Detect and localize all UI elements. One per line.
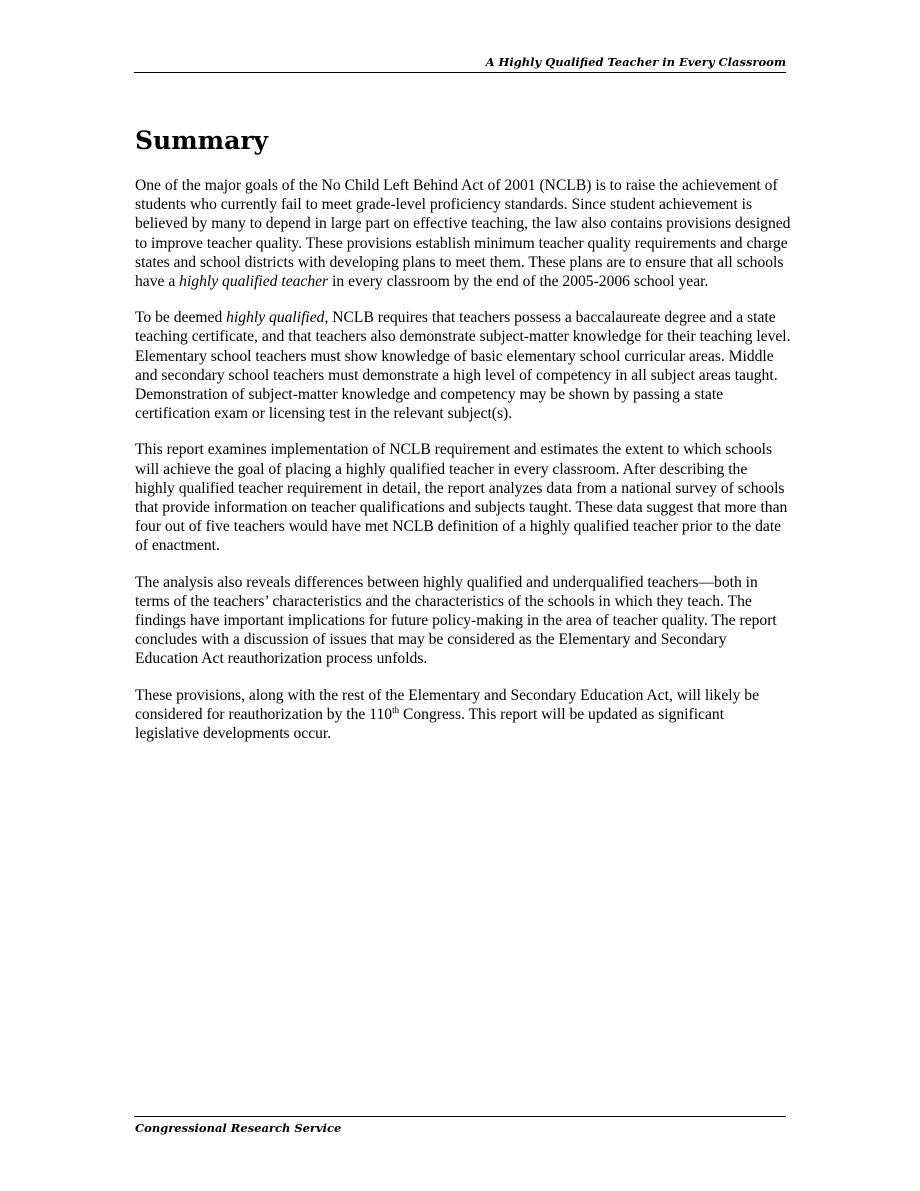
ordinal-superscript: th	[392, 704, 400, 715]
page-title: Summary	[135, 126, 269, 155]
paragraph-1-emphasis: highly qualified teacher	[179, 273, 329, 291]
running-header	[134, 55, 786, 73]
paragraph-2-emphasis: highly qualified	[226, 309, 325, 327]
running-footer	[134, 1116, 786, 1135]
paragraph-1-text-b: in every classroom by the end of the 2005-2006 school year.	[328, 273, 709, 291]
paragraph-5-text-a: These provisions, along with the rest of the Elementary and Secondary Education Act, will likely be considered for reauthorization by the 110	[135, 686, 760, 723]
paragraph-1-text-a: One of the major goals of the No Child Left Behind Act of 2001 (NCLB) is to raise the achievement of students who currently fail to meet grade-level proficiency standards. Since student achievement is believed by many to depend in large part on effective teaching, the law also contains provisions designed to improve teacher quality. These provisions establish minimum teacher quality requirements and charge states and school districts with developing plans to meet them. These plans are to ensure that all schools have a	[135, 177, 791, 291]
paragraph-2-text-b: , NCLB requires that teachers possess a baccalaureate degree and a state teaching certificate, and that teachers also demonstrate subject-matter knowledge for their teaching level. Elementary school teachers must show knowledge of basic elementary school curricular areas. Middle and secondary school teachers must demonstrate a high level of competency in all subject areas taught. Demonstration of subject-matter knowledge and competency may be shown by passing a state certification exam or licensing test in the relevant subject(s).	[135, 309, 791, 423]
paragraph-2	[135, 308, 791, 423]
summary-body	[135, 176, 791, 760]
paragraph-4: The analysis also reveals differences between highly qualified and underqualified teachers—both in terms of the teachers’ characteristics and the characteristics of the schools in which they teach. The findings have important implications for future policy-making in the area of teacher quality. The report concludes with a discussion of issues that may be considered as the Elementary and Secondary Education Act reauthorization process unfolds.	[135, 573, 777, 668]
paragraph-1	[135, 176, 791, 291]
paragraph-5	[135, 686, 791, 744]
footer-text: Congressional Research Service	[135, 1121, 342, 1135]
paragraph-3: This report examines implementation of NCLB requirement and estimates the extent to which schools will achieve the goal of placing a highly qualified teacher in every classroom. After describing the highly qualified teacher requirement in detail, the report analyzes data from a national survey of schools that provide information on teacher qualifications and subjects taught. These data suggest that more than four out of five teachers would have met NCLB definition of a highly qualified teacher prior to the date of enactment.	[135, 441, 788, 555]
paragraph-2-text-a: To be deemed	[135, 309, 227, 327]
paragraph-5-text-b: Congress. This report will be updated as significant legislative developments occur.	[135, 705, 725, 743]
header-title: A Highly Qualified Teacher in Every Classroom	[485, 55, 786, 69]
